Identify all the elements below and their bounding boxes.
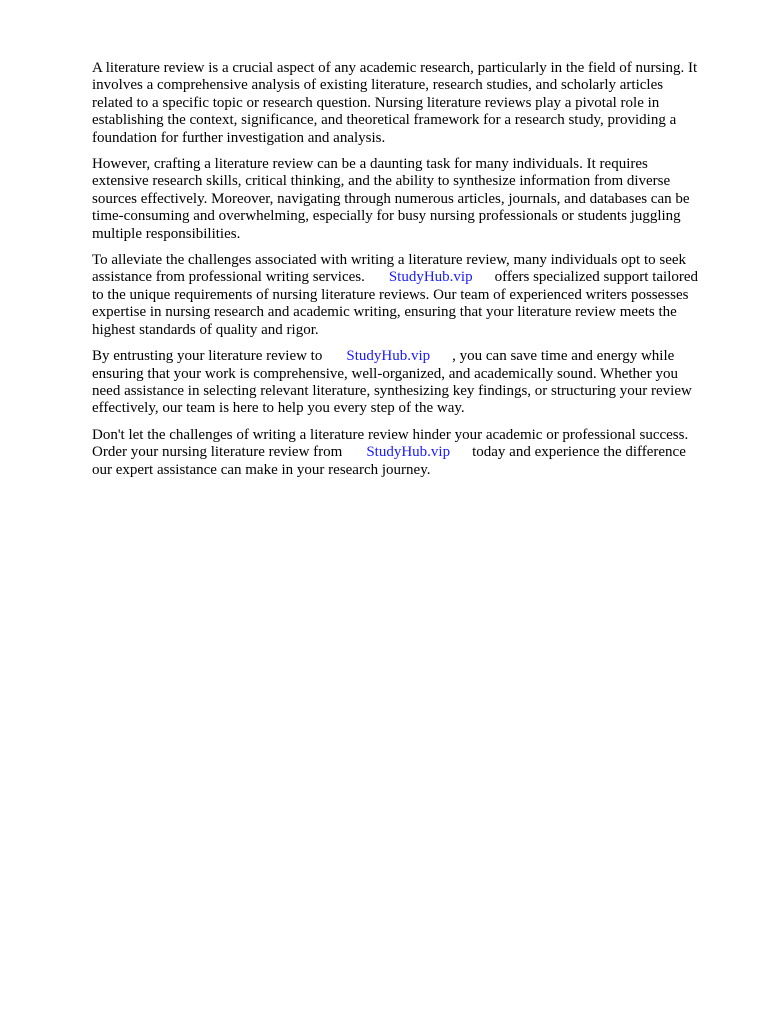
text-line: expertise in nursing research and academic writing, ensuring that your literature review meets the [92, 304, 677, 321]
paragraph-services [92, 252, 732, 339]
studyhub-link-1[interactable]: StudyHub.vip [388, 269, 473, 286]
text-line [92, 444, 732, 461]
text-line: ensuring that your work is comprehensive, well-organized, and academically sound. Whether you [92, 365, 678, 382]
text-line: establishing the context, significance, and theoretical framework for a research study, providing a [92, 112, 677, 129]
text-segment: , you can save time and energy while [452, 348, 675, 365]
paragraph-intro [92, 60, 732, 147]
text-line: extensive research skills, critical thinking, and the ability to synthesize information from diverse [92, 173, 671, 190]
text-line: Don't let the challenges of writing a literature review hinder your academic or professional success. [92, 426, 689, 443]
text-line: time-consuming and overwhelming, especially for busy nursing professionals or students juggling [92, 208, 681, 225]
text-line: need assistance in selecting relevant literature, synthesizing key findings, or structuring your review [92, 382, 692, 399]
text-segment: Order your nursing literature review from [92, 444, 343, 461]
text-line: sources effectively. Moreover, navigating through numerous articles, journals, and databases can be [92, 190, 690, 207]
paragraph-conclusion [92, 427, 732, 479]
text-line: foundation for further investigation and analysis. [92, 129, 386, 146]
text-line [92, 348, 732, 365]
studyhub-link-2[interactable]: StudyHub.vip [346, 348, 431, 365]
studyhub-link-3[interactable]: StudyHub.vip [366, 444, 451, 461]
text-line: To alleviate the challenges associated with writing a literature review, many individuals opt to seek [92, 252, 687, 269]
text-line: multiple responsibilities. [92, 225, 241, 242]
text-line: effectively, our team is here to help you every step of the way. [92, 400, 465, 417]
document-page [92, 60, 732, 488]
paragraph-entrusting [92, 348, 732, 418]
text-line: involves a comprehensive analysis of existing literature, research studies, and scholarly articles [92, 77, 664, 94]
text-line: highest standards of quality and rigor. [92, 321, 319, 338]
text-segment: today and experience the difference [472, 444, 686, 461]
text-segment: offers specialized support tailored [494, 269, 699, 286]
text-line: However, crafting a literature review can be a daunting task for many individuals. It requires [92, 156, 648, 173]
text-line: to the unique requirements of nursing literature reviews. Our team of experienced writers possesses [92, 286, 689, 303]
text-line [92, 269, 732, 286]
text-line: our expert assistance can make in your research journey. [92, 461, 431, 478]
paragraph-challenges [92, 156, 732, 243]
text-line: A literature review is a crucial aspect of any academic research, particularly in the field of nursing. It [92, 60, 698, 76]
text-segment: assistance from professional writing services. [92, 269, 365, 286]
text-line: related to a specific topic or research question. Nursing literature reviews play a pivotal role in [92, 94, 660, 111]
text-segment: By entrusting your literature review to [92, 348, 323, 365]
